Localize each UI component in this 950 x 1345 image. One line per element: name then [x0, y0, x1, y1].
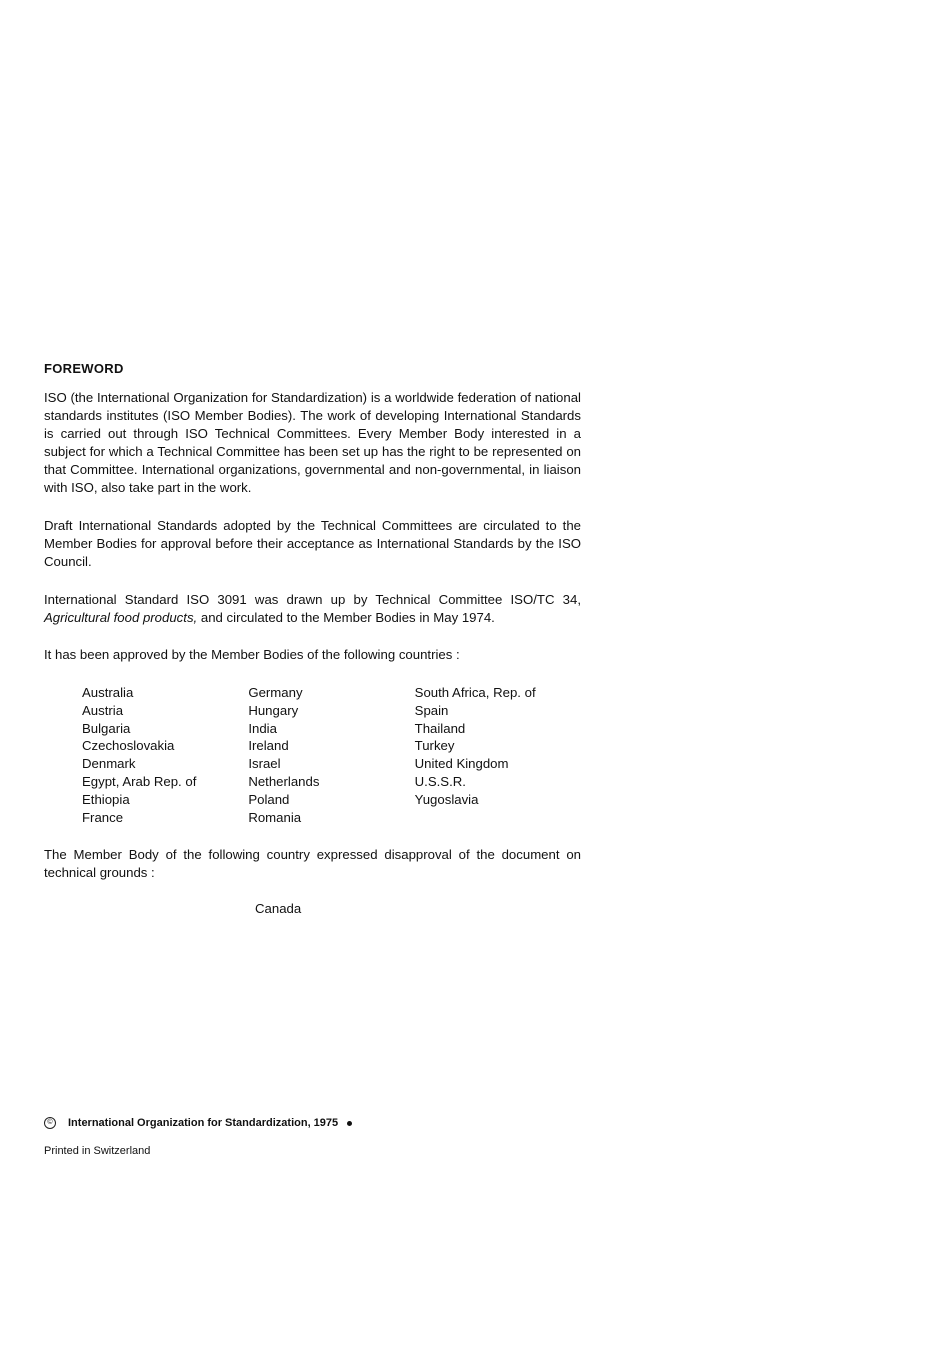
country-item: Ireland	[248, 738, 289, 754]
para3-text-before: International Standard ISO 3091 was drawn up by Technical Committee ISO/TC 34,	[44, 592, 581, 607]
country-item: Romania	[248, 809, 302, 825]
country-item: Spain	[414, 702, 449, 718]
country-item: Austria	[82, 702, 124, 718]
copyright-line	[44, 1115, 352, 1131]
country-item: Poland	[248, 791, 290, 807]
country-item: U.S.S.R.	[414, 773, 466, 789]
foreword-paragraph-approval: It has been approved by the Member Bodies of the following countries :	[44, 647, 460, 662]
foreword-paragraph-iso-3091	[44, 591, 581, 627]
country-item: Turkey	[414, 738, 455, 754]
bullet-icon	[347, 1121, 352, 1126]
country-item: Hungary	[248, 702, 299, 718]
foreword-paragraph-iso-description: ISO (the International Organization for Standardization) is a worldwide federation of national standards institutes (ISO Member Bodies). The work of developing International Standards is carried out through ISO Technical Committees. Every Member Body interested in a subject for which a Technical Committee has been set up has the right to be represented on that Committee. International organizations, governmental and non-governmental, in liaison with ISO, also take part in the work.	[44, 390, 581, 495]
country-item: Australia	[82, 685, 134, 700]
countries-column-3	[415, 684, 581, 826]
foreword-heading: FOREWORD	[44, 361, 124, 376]
country-item: South Africa, Rep. of	[414, 685, 536, 700]
country-item: Germany	[248, 685, 303, 700]
countries-column-1	[82, 684, 248, 826]
country-item: France	[82, 809, 124, 825]
country-item: Thailand	[414, 720, 466, 736]
copyright-organization: International Organization for Standardization, 1975	[68, 1117, 339, 1129]
country-item: Netherlands	[248, 773, 320, 789]
countries-column-2	[248, 684, 414, 826]
foreword-paragraph-disapproval: The Member Body of the following country expressed disapproval of the document on technical grounds :	[44, 847, 581, 881]
printed-in: Printed in Switzerland	[44, 1145, 151, 1157]
copyright-icon: ©	[44, 1117, 56, 1129]
foreword-section	[44, 360, 581, 918]
disapproving-country: Canada	[255, 901, 302, 917]
country-item: Ethiopia	[82, 791, 130, 807]
committee-title: Agricultural food products,	[44, 610, 198, 625]
country-item: Israel	[248, 756, 281, 772]
foreword-paragraph-draft-standards: Draft International Standards adopted by the Technical Committees are circulated to the Member Bodies for approval before their acceptance as International Standards by the ISO Council.	[44, 518, 581, 569]
country-item: India	[248, 720, 277, 736]
country-item: United Kingdom	[414, 756, 509, 772]
country-item: Denmark	[82, 756, 136, 772]
country-item: Czechoslovakia	[82, 738, 175, 754]
para3-text-after: and circulated to the Member Bodies in May 1974.	[200, 610, 495, 625]
page-footer	[44, 1115, 352, 1157]
approving-countries-list	[82, 684, 581, 826]
country-item: Bulgaria	[82, 720, 131, 736]
country-item: Egypt, Arab Rep. of	[82, 773, 197, 789]
country-item: Yugoslavia	[414, 791, 479, 807]
